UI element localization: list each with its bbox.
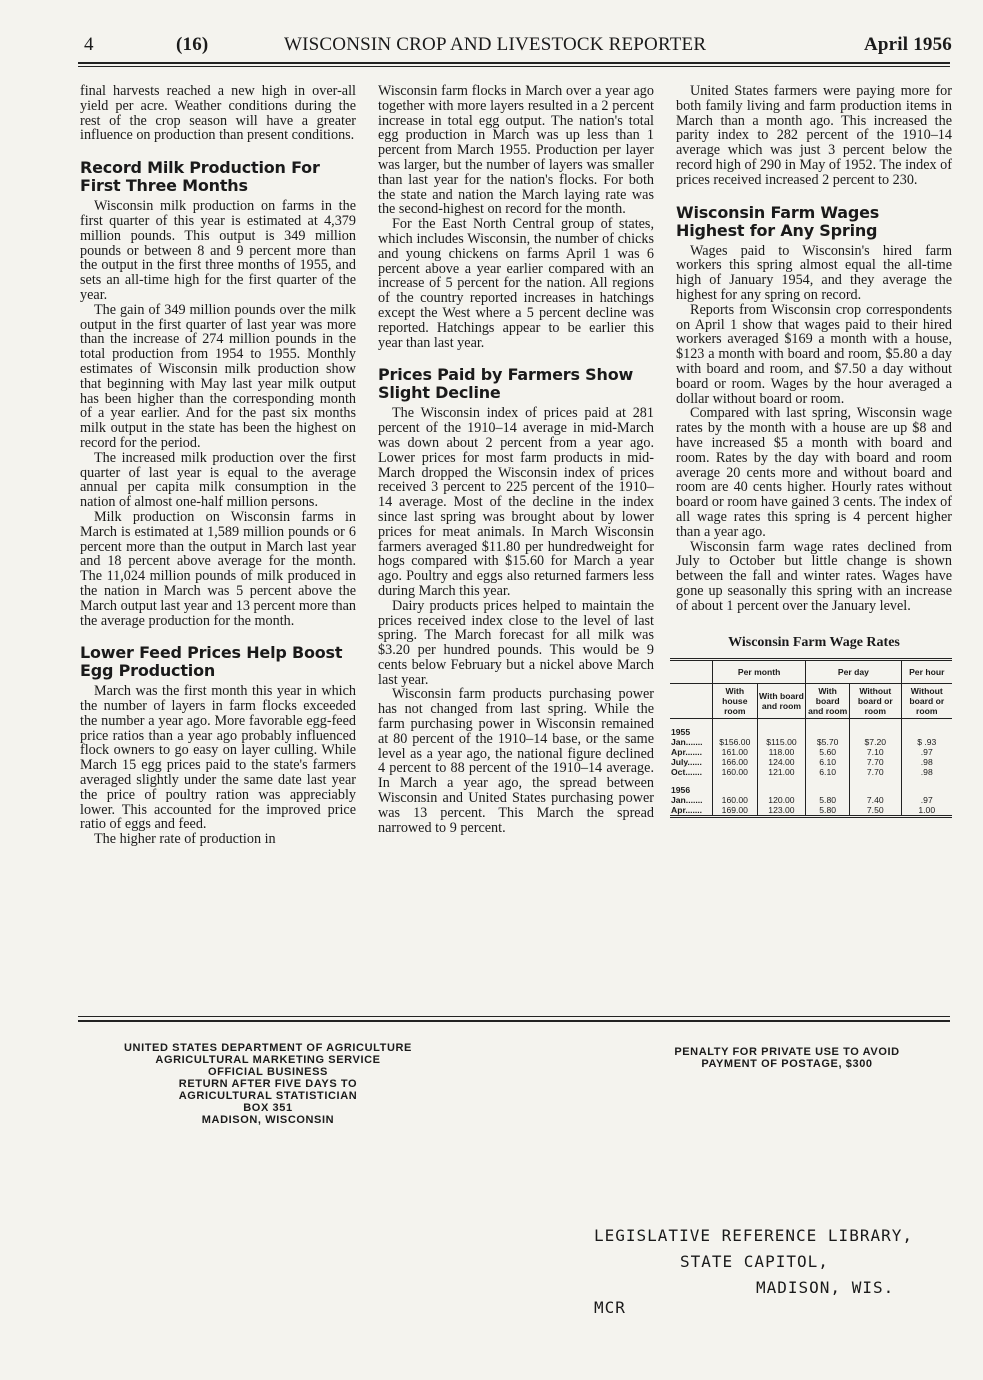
table-cell: 6.10 [806,767,850,777]
address-line-2: STATE CAPITOL, [680,1252,829,1271]
table-cell: 5.80 [806,805,850,817]
table-row [670,757,952,767]
column-header: With house room [713,684,758,719]
table-cell: 118.00 [757,747,806,757]
row-label: Jan....... [671,737,703,748]
return-address-line: UNITED STATES DEPARTMENT OF AGRICULTURE [123,1042,412,1054]
parity-paragraph: United States farmers were paying more for both family living and farm production items in March than a month ago. This increased the parity index to 282 percent of the 1910–14 average which was just 3 percent below the record high of 290 in May of 1952. The index of prices received increased 2 percent to 230. [676,83,952,188]
penalty-line: PAYMENT OF POSTAGE, $300 [701,1058,873,1070]
wages-paragraph: Wages paid to Wisconsin's hired farm workers this spring almost equal the all-time high of January 1954, and they average the highest for any spring on record. [676,242,952,303]
table-corner [670,660,713,684]
penalty-line: PENALTY FOR PRIVATE USE TO AVOID [674,1046,900,1058]
return-address-line: MADISON, WISCONSIN [201,1114,335,1126]
table-cell: 160.00 [713,795,758,805]
footer-rule-thin [78,1016,950,1017]
column-header: Without board or room [850,684,901,719]
address-line-1: LEGISLATIVE REFERENCE LIBRARY, [594,1226,913,1245]
table-cell: $5.70 [806,737,850,747]
table-cell: 166.00 [713,757,758,767]
publication-title: WISCONSIN CROP AND LIVESTOCK REPORTER [284,34,707,55]
milk-paragraph: The gain of 349 million pounds over the milk output in the first quarter of last year was more than the increase of 274 million pounds in the total production from 1954 to 1955. Monthly estimates of Wisconsin milk production show that beginning with May last year milk output has been higher than the corresponding month of a year earlier. And for the past six months milk output in the state has been the highest on record for the period. [80,301,356,451]
table-cell: $7.20 [850,737,901,747]
return-address-line: OFFICIAL BUSINESS [207,1066,328,1078]
penalty-notice [622,1046,952,1070]
page-header [84,34,952,62]
table-cell: 7.70 [850,757,901,767]
intro-paragraph: final harvests reached a new high in over-all yield per acre. Weather conditions during the rest of the crop season will have a greater influence on production than present conditions. [80,83,356,144]
row-label: Oct....... [671,767,703,778]
column-1 [80,84,356,847]
table-cell: 5.60 [806,747,850,757]
prices-heading: Prices Paid by Farmers Show Slight Decline [378,365,634,403]
row-label: Apr....... [671,805,703,816]
table-row [670,795,952,805]
return-address-line: AGRICULTURAL MARKETING SERVICE [155,1054,381,1066]
wages-paragraph: Compared with last spring, Wisconsin wage rates by the month with a house are up $8 and have increased $5 a month with board and room. Rates by the day with board and room average 20 cents more and without board and room are 40 cents higher. Hourly rates without board or room have gained 3 cents. The index of all wage rates this spring is 4 percent higher than a year ago. [676,405,952,540]
row-label: Jan....... [671,795,703,806]
table-cell: 5.80 [806,795,850,805]
milk-paragraph: Milk production on Wisconsin farms in March is estimated at 1,589 million pounds or 6 percent more than the output in March last year and 18 percent above average for the month. The 11,024 million pounds of milk produced in the nation in March was 5 percent above the March output last year and 13 percent more than the average production for the month. [80,508,356,629]
table-cell: 120.00 [757,795,806,805]
table-cell: 160.00 [713,767,758,777]
year-label: 1955 [671,727,691,738]
table-cell: 124.00 [757,757,806,767]
header-rule-thin [78,66,950,67]
table-cell: $ .93 [901,737,952,747]
wages-heading: Wisconsin Farm Wages Highest for Any Spring [676,202,880,240]
egg-paragraph: For the East North Central group of states, which includes Wisconsin, the number of chicks and young chickens on farms April 1 was 6 percent above a year earlier compared with an increase of 5 percent for the nation. All regions of the country reported increases in hatchings except the West where a 5 percent decline was reported. Hatchings appear to be earlier this year than last year. [378,216,654,351]
column-header: Without board or room [901,684,952,719]
year-label: 1956 [671,785,691,796]
return-address [70,1042,466,1126]
table-corner [670,684,713,719]
table-row [670,805,952,817]
milk-paragraph: Wisconsin milk production on farms in the first quarter of this year is estimated at 4,379 million pounds. This output is 349 million pounds or between 8 and 9 percent more than the output in the first three months of 1955, and sets an all-time high for the first quarter of the year. [80,198,356,303]
wages-paragraph: Wisconsin farm wage rates declined from July to October but little change is shown between the fall and winter rates. Wages have gone up seasonally this spring with an increase of about 1 percent over the January level. [676,538,952,614]
table-cell: $115.00 [757,737,806,747]
table-cell: .97 [901,795,952,805]
feed-paragraph: March was the first month this year in which the number of layers in farm flocks exceeded the number a year ago. More favorable egg-feed price ratios than a year ago probably influenced flock owners to go easy on layer culling. While March 15 egg prices paid to the state's farmers averaged slightly under the same date last year the price of poultry ration was appreciably lower. This accounted for the improved price ratio of eggs and feed. [80,683,356,833]
table-title: Wisconsin Farm Wage Rates [728,634,900,650]
group-header-hour: Per hour [901,660,952,684]
milk-heading: Record Milk Production For First Three Months [80,158,320,196]
table-cell: $156.00 [713,737,758,747]
address-line-3: MADISON, WIS. [756,1278,895,1297]
egg-paragraph: Wisconsin farm flocks in March over a year ago together with more layers resulted in a 2 percent increase in total egg output. The nation's total egg production in March was up less than 1 percent from March 1955. Production per layer was larger, but the number of layers was smaller than last year for the nation's flocks. For both the state and nation the March laying rate was the second-highest on record for the month. [378,83,654,218]
page-number: 4 [84,34,94,55]
column-3 [671,83,952,818]
header-rule [78,62,950,64]
table-cell: .97 [901,747,952,757]
table-row [670,747,952,757]
table-cell: 7.70 [850,767,901,777]
table-row [670,767,952,777]
group-header-day: Per day [806,660,901,684]
row-label: July...... [671,757,702,768]
feed-heading: Lower Feed Prices Help Boost Egg Production [80,643,343,681]
prices-paragraph: Wisconsin farm products purchasing power has not changed from last spring. While the farm purchasing power in Wisconsin remained at 80 percent of the 1910–14 base, or the same level as a year ago, the national figure declined 4 percent to 88 percent of the 1910–14 average. In March a year ago, the spread between Wisconsin and United States purchasing power was 13 percent. This March the spread narrowed to 9 percent. [378,686,654,836]
table-cell: .98 [901,767,952,777]
footer-rule [78,1020,950,1022]
feed-paragraph: The higher rate of production in [94,831,276,848]
milk-paragraph: The increased milk production over the first quarter of last year is equal to the average annual per capita milk consumption in the nation of almost one-half million persons. [80,449,356,511]
table-cell: 6.10 [806,757,850,767]
prices-paragraph: The Wisconsin index of prices paid at 281 percent of the 1910–14 average in mid-March was down about 2 percent from a year ago. Lower prices for most farm products in mid-March dropped the Wisconsin index of prices received 3 percent to 225 percent of the 1910–14 average. Most of the decline in the index since last spring was brought about by lower prices for meat animals. In March Wisconsin farmers averaged $11.80 per hundredweight for hogs compared with $15.60 for March a year ago. Poultry and eggs also returned farmers less during March this year. [378,405,654,599]
column-2 [378,84,654,835]
issue-date: April 1956 [863,34,952,55]
wages-paragraph: Reports from Wisconsin crop correspondents on April 1 show that wages paid to their hired workers averaged $169 a month with a house, $123 a month with board and room, $5.80 a day with board and room, and $7.50 a day without board or room. Wages by the hour averaged a dollar without board or room. [676,301,952,407]
table-cell: .98 [901,757,952,767]
table-cell: 1.00 [901,805,952,817]
table-cell: 169.00 [713,805,758,817]
mcr-mark: MCR [594,1298,626,1317]
wage-rates-table [670,658,952,818]
table-cell: 123.00 [757,805,806,817]
table-cell: 7.50 [850,805,901,817]
row-label: Apr....... [671,747,703,758]
group-header-month: Per month [713,660,806,684]
issue-page-number: (16) [176,34,209,55]
return-address-line: BOX 351 [243,1102,293,1114]
table-cell: 161.00 [713,747,758,757]
table-row [670,737,952,747]
return-address-line: AGRICULTURAL STATISTICIAN [178,1090,358,1102]
column-header: With board and room [806,684,850,719]
table-cell: 7.40 [850,795,901,805]
prices-paragraph: Dairy products prices helped to maintain the prices received index close to the level of last spring. The March forecast for all milk was $3.20 per hundred pounds. This would be 9 cents below February but a nickel above March last year. [378,597,654,688]
table-cell: 7.10 [850,747,901,757]
table-cell: 121.00 [757,767,806,777]
return-address-line: RETURN AFTER FIVE DAYS TO [178,1078,358,1090]
column-header: With board and room [757,684,806,719]
